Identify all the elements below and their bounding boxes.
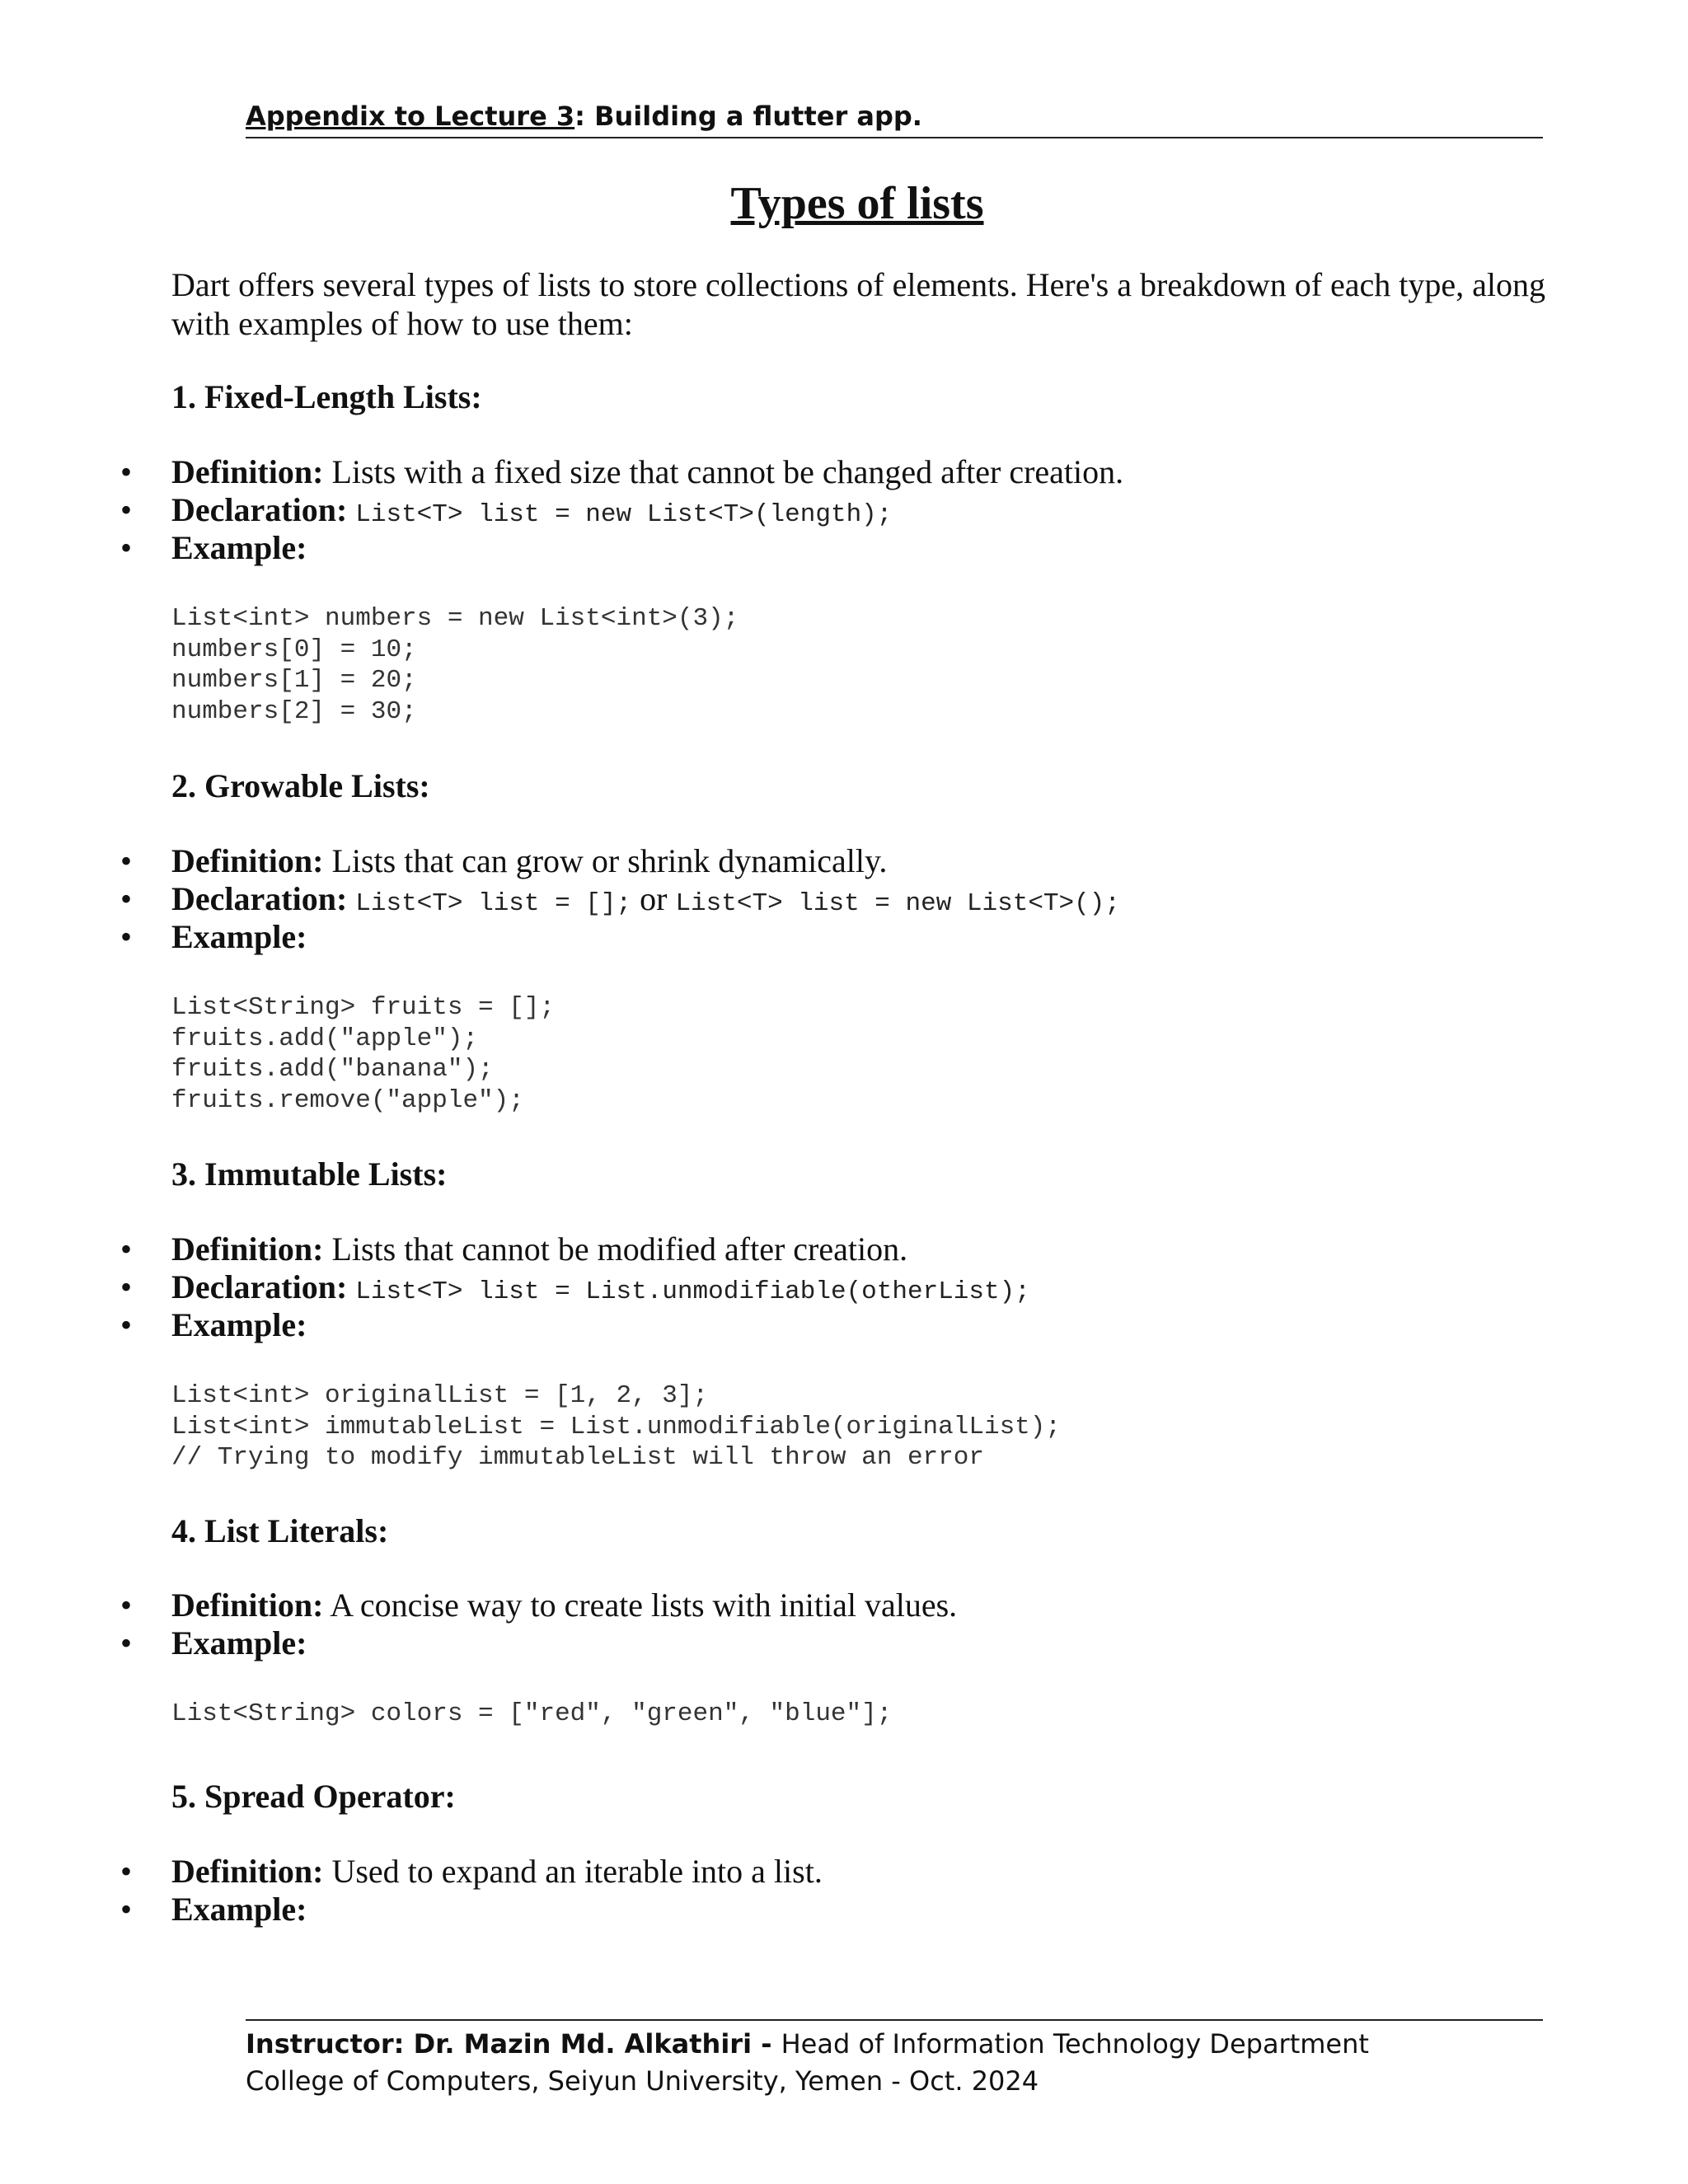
- footer-line-1: [246, 2026, 1543, 2063]
- header-lecture-link[interactable]: Appendix to Lecture 3: [246, 101, 575, 132]
- bullet-declaration: • Declaration: List<T> list = []; or List<T> list = new List<T>();: [120, 880, 1120, 918]
- bullet-definition: • Definition: Lists with a fixed size that cannot be changed after creation.: [120, 453, 1124, 490]
- code-block-list-literals: List<String> colors = ["red", "green", "blue"];: [171, 1699, 893, 1728]
- bullet-example: • Example:: [120, 1306, 307, 1343]
- bullet-definition: • Definition: Lists that can grow or shrink dynamically.: [120, 842, 888, 879]
- bullet-definition: • Definition: A concise way to create lists with initial values.: [120, 1586, 958, 1624]
- bullet-definition: • Definition: Lists that cannot be modified after creation.: [120, 1230, 908, 1268]
- intro-paragraph: Dart offers several types of lists to store collections of elements. Here's a breakdown of each type, along with examples of how to use them:: [171, 266, 1546, 342]
- declaration-code: List<T> list = List.unmodifiable(otherList);: [355, 1277, 1030, 1306]
- bullet-declaration: • Declaration: List<T> list = new List<T>(length);: [120, 491, 893, 529]
- bullet-example: • Example:: [120, 1891, 307, 1928]
- section-heading-growable: 2. Growable Lists:: [171, 767, 430, 804]
- bullet-example: • Example:: [120, 918, 307, 955]
- bullet-marker: •: [120, 1624, 133, 1661]
- definition-text: Lists that cannot be modified after creation.: [331, 1230, 908, 1268]
- section-heading-immutable: 3. Immutable Lists:: [171, 1155, 448, 1193]
- declaration-code-alt: List<T> list = new List<T>();: [675, 889, 1120, 918]
- header-subtitle: : Building a flutter app.: [574, 101, 922, 132]
- or-text: or: [640, 880, 668, 917]
- bullet-marker: •: [120, 491, 133, 528]
- bullet-marker: •: [120, 1268, 133, 1305]
- bullet-marker: •: [120, 1586, 133, 1624]
- bullet-declaration: • Declaration: List<T> list = List.unmodifiable(otherList);: [120, 1268, 1030, 1306]
- section-heading-fixed-length: 1. Fixed-Length Lists:: [171, 378, 482, 415]
- bullet-example: • Example:: [120, 1624, 307, 1661]
- definition-text: Lists with a fixed size that cannot be changed after creation.: [331, 453, 1124, 490]
- code-block-growable: List<String> fruits = []; fruits.add("apple"); fruits.add("banana"); fruits.remove("apple");: [171, 993, 556, 1115]
- bullet-marker: •: [120, 453, 133, 490]
- bullet-marker: •: [120, 842, 133, 879]
- page-footer: [246, 2019, 1543, 2100]
- definition-text: Used to expand an iterable into a list.: [331, 1853, 823, 1890]
- section-heading-spread-operator: 5. Spread Operator:: [171, 1778, 456, 1815]
- bullet-example: • Example:: [120, 529, 307, 566]
- declaration-code: List<T> list = new List<T>(length);: [355, 500, 893, 529]
- bullet-marker: •: [120, 1891, 133, 1928]
- bullet-marker: •: [120, 1230, 133, 1268]
- section-heading-list-literals: 4. List Literals:: [171, 1512, 389, 1549]
- bullet-marker: •: [120, 918, 133, 955]
- footer-line-2: College of Computers, Seiyun University, Yemen - Oct. 2024: [246, 2065, 1039, 2097]
- bullet-marker: •: [120, 529, 133, 566]
- definition-text: Lists that can grow or shrink dynamically.: [331, 842, 888, 879]
- bullet-definition: • Definition: Used to expand an iterable into a list.: [120, 1853, 823, 1890]
- footer-department: Head of Information Technology Department: [781, 2028, 1369, 2060]
- bullet-marker: •: [120, 880, 133, 917]
- definition-text: A concise way to create lists with initial values.: [330, 1586, 958, 1624]
- footer-instructor: Instructor: Dr. Mazin Md. Alkathiri -: [246, 2028, 781, 2060]
- bullet-marker: •: [120, 1853, 133, 1890]
- declaration-code: List<T> list = [];: [355, 889, 632, 918]
- page-header: [246, 99, 1543, 138]
- code-block-immutable: List<int> originalList = [1, 2, 3]; List<int> immutableList = List.unmodifiable(originalList); // Trying to modify immutableList will throw an error: [171, 1381, 1061, 1472]
- page-title: Types of lists: [730, 178, 984, 229]
- code-block-fixed-length: List<int> numbers = new List<int>(3); numbers[0] = 10; numbers[1] = 20; numbers[2] = 30;: [171, 604, 739, 726]
- bullet-marker: •: [120, 1306, 133, 1343]
